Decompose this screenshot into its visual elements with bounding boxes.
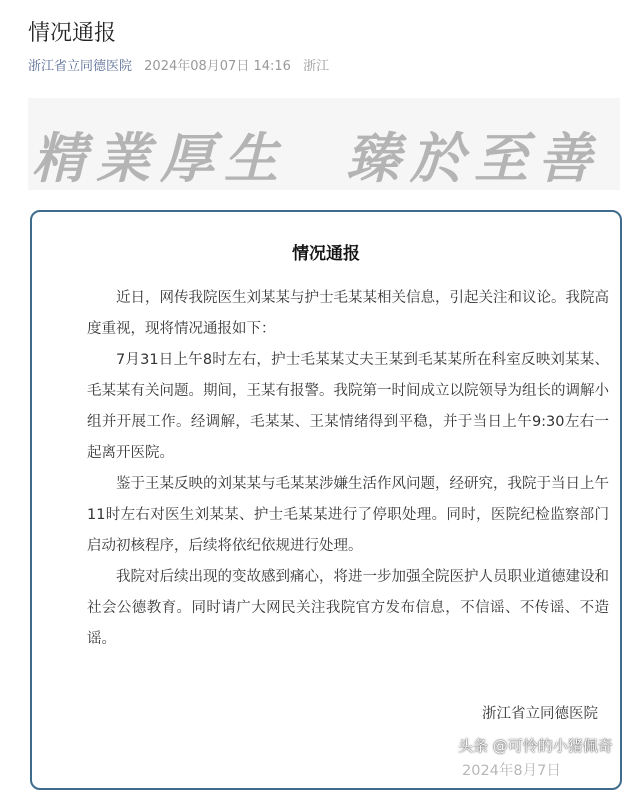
article-location: 浙江 bbox=[303, 59, 330, 74]
calligraphy-banner bbox=[28, 98, 620, 190]
notice-paragraph: 7月31日上午8时左右，护士毛某某丈夫王某到毛某某所在科室反映刘某某、毛某某有关问题。期间，王某有报警。我院第一时间成立以院领导为组长的调解小组并开展工作。经调解，毛某某、王某情绪得到平稳，并于当日上午9:30左右一起离开医院。 bbox=[87, 352, 609, 461]
article-meta bbox=[28, 55, 337, 74]
banner-motto-right: 臻於至善 bbox=[346, 126, 602, 190]
platform-watermark: 头条 @可怜的小猪佩奇 bbox=[458, 737, 613, 755]
banner-motto-left: 精業厚生 bbox=[32, 126, 288, 190]
article-source-link[interactable]: 浙江省立同德医院 bbox=[28, 59, 133, 74]
notice-paragraph: 我院对后续出现的变故感到痛心，将进一步加强全院医护人员职业道德建设和社会公德教育。同时请广大网民关注我院官方发布信息，不信谣、不传谣、不造谣。 bbox=[87, 569, 609, 647]
notice-paragraph: 鉴于王某反映的刘某某与毛某某涉嫌生活作风问题，经研究，我院于当日上午11时左右对医生刘某某、护士毛某某进行了停职处理。同时，医院纪检监察部门启动初核程序，后续将依纪依规进行处理。 bbox=[87, 476, 609, 554]
notice-card bbox=[30, 210, 622, 790]
notice-signature: 浙江省立同德医院 bbox=[482, 706, 598, 722]
notice-paragraph: 近日，网传我院医生刘某某与护士毛某某相关信息，引起关注和议论。我院高度重视，现将情况通报如下： bbox=[87, 290, 609, 337]
notice-date: 2024年8月7日 bbox=[462, 763, 561, 779]
article-title: 情况通报 bbox=[28, 21, 117, 46]
article-datetime: 2024年08月07日 14:16 bbox=[144, 59, 291, 74]
notice-heading: 情况通报 bbox=[292, 244, 360, 264]
notice-body bbox=[87, 283, 609, 655]
